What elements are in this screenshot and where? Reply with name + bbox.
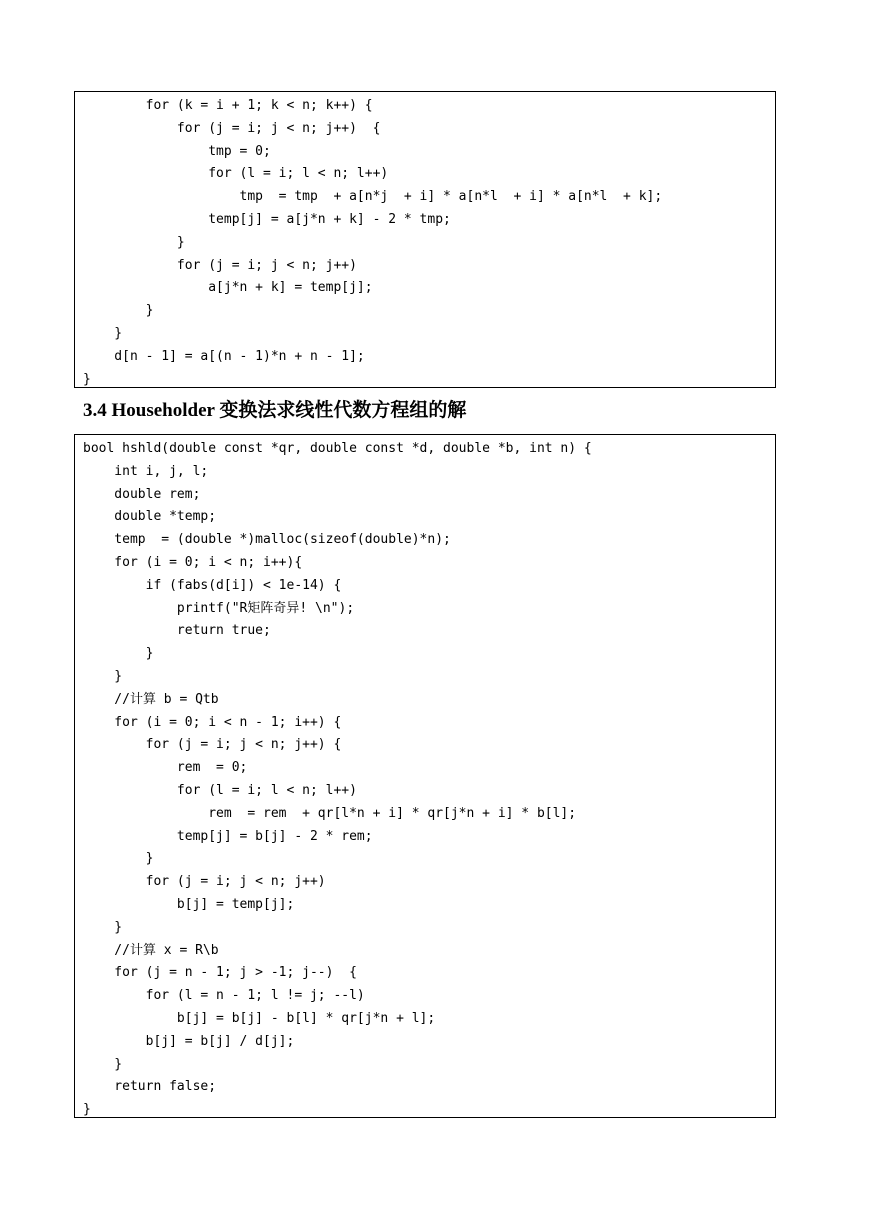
code-line: for (l = i; l < n; l++): [83, 782, 357, 798]
section-heading: 3.4 Householder 变换法求线性代数方程组的解: [83, 400, 467, 421]
code-line: b[j] = temp[j];: [83, 896, 295, 912]
code-line: }: [83, 325, 123, 341]
code-line: temp[j] = b[j] - 2 * rem;: [83, 828, 373, 844]
code-line: for (j = i; j < n; j++) {: [83, 737, 342, 753]
code-line: }: [83, 851, 154, 867]
code-line: temp[j] = a[j*n + k] - 2 * tmp;: [83, 211, 451, 227]
code-line: printf("R矩阵奇异! \n");: [83, 600, 355, 616]
code-line: }: [83, 303, 154, 319]
code-line: d[n - 1] = a[(n - 1)*n + n - 1];: [83, 348, 365, 364]
code-line: b[j] = b[j] / d[j];: [83, 1033, 295, 1049]
code-line: double rem;: [83, 486, 201, 502]
code-line: }: [83, 646, 154, 662]
code-line: for (j = i; j < n; j++): [83, 257, 357, 273]
code-line: //计算 b = Qtb: [83, 691, 219, 707]
code-line: for (l = i; l < n; l++): [83, 166, 389, 182]
code-line: }: [83, 1102, 91, 1118]
code-line: return true;: [83, 623, 271, 639]
code-line: for (j = i; j < n; j++) {: [83, 120, 381, 136]
code-line: //计算 x = R\b: [83, 942, 219, 958]
code-line: for (i = 0; i < n; i++){: [83, 554, 303, 570]
code-line: double *temp;: [83, 509, 217, 525]
code-line: for (k = i + 1; k < n; k++) {: [83, 98, 373, 113]
code-line: for (j = n - 1; j > -1; j--) {: [83, 965, 357, 981]
code-line: return false;: [83, 1079, 217, 1095]
code-line: rem = rem + qr[l*n + i] * qr[j*n + i] * b[l];: [83, 805, 577, 821]
code-line: rem = 0;: [83, 760, 248, 776]
code-line: }: [83, 668, 123, 684]
code-block-2: [74, 434, 776, 1118]
code-line: }: [83, 371, 91, 387]
code-line: if (fabs(d[i]) < 1e-14) {: [83, 577, 342, 593]
code-line: tmp = tmp + a[n*j + i] * a[n*l + i] * a[n*l + k];: [83, 189, 663, 205]
code-line: b[j] = b[j] - b[l] * qr[j*n + l];: [83, 1010, 436, 1026]
code-line: int i, j, l;: [83, 463, 209, 479]
code-line: bool hshld(double const *qr, double const *d, double *b, int n) {: [83, 441, 592, 456]
code-block-1: [74, 91, 776, 388]
code-line: }: [83, 919, 123, 935]
code-line: for (i = 0; i < n - 1; i++) {: [83, 714, 342, 730]
code-line: for (l = n - 1; l != j; --l): [83, 988, 365, 1004]
code-line: temp = (double *)malloc(sizeof(double)*n);: [83, 532, 451, 548]
code-line: tmp = 0;: [83, 143, 271, 159]
code-line: for (j = i; j < n; j++): [83, 874, 326, 890]
code-line: a[j*n + k] = temp[j];: [83, 280, 373, 296]
code-line: }: [83, 1056, 123, 1072]
code-line: }: [83, 234, 185, 250]
